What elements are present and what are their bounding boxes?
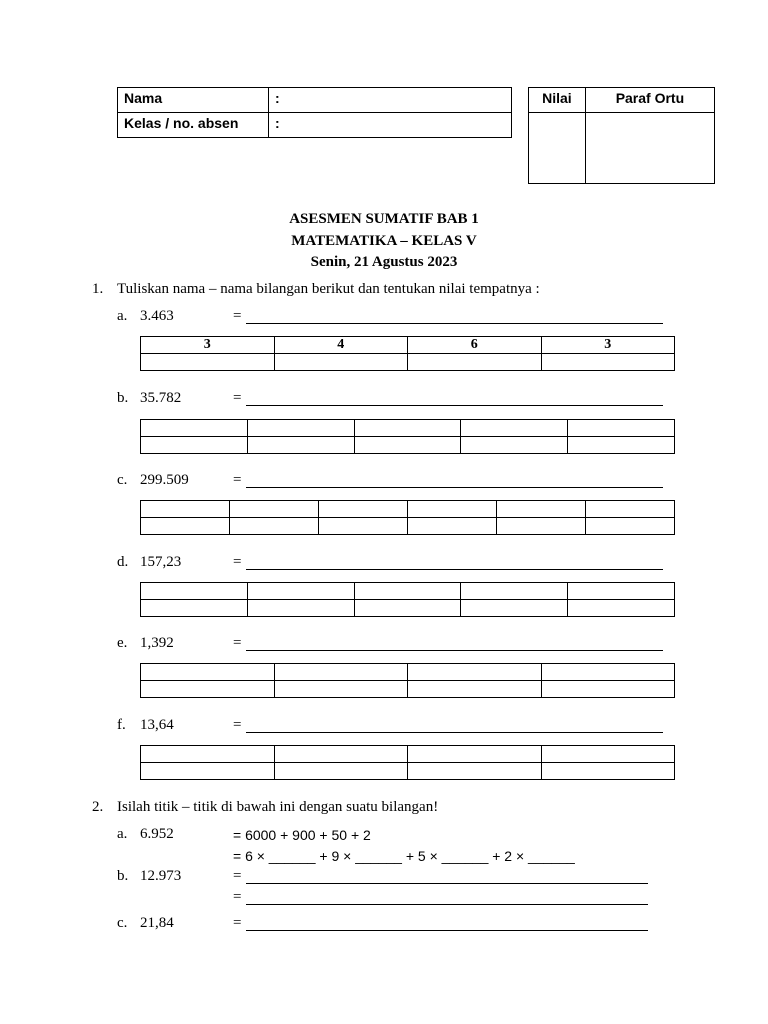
place-value-table-e [140,663,675,698]
item-number: 3.463 [140,308,174,324]
q2-item-b-line2 [0,889,768,909]
answer-line[interactable] [246,405,663,406]
place-value-cell[interactable] [497,518,586,535]
q1-item-b [0,390,768,410]
parent-sign-box[interactable] [585,113,714,184]
item-number: 35.782 [140,390,182,406]
place-value-cell[interactable] [230,518,319,535]
item-letter: d. [117,554,129,570]
place-value-cell[interactable] [141,763,275,780]
parent-sign-label: Paraf Ortu [585,88,714,113]
place-value-table-b [140,419,675,454]
q1-item-f [0,717,768,737]
place-value-table-c [140,500,675,535]
item-number: 21,84 [140,915,174,931]
place-value-cell[interactable] [408,518,497,535]
q2-item-a-line2 [0,847,768,867]
place-value-cell[interactable] [354,600,461,617]
question-text: Tuliskan nama – nama bilangan berikut dan tentukan nilai tempatnya : [117,281,540,297]
q1-item-d [0,554,768,574]
score-label: Nilai [529,88,586,113]
q1-item-a [0,308,768,328]
place-value-cell[interactable] [541,354,675,371]
equals-sign: = [233,915,242,931]
equals-sign: = [233,308,242,324]
place-value-cell[interactable] [461,600,568,617]
item-number: 6.952 [140,826,174,842]
item-letter: a. [117,308,128,324]
item-number: 299.509 [140,472,189,488]
place-value-cell[interactable] [274,763,408,780]
digit-cell[interactable] [461,583,568,600]
place-value-cell[interactable] [541,763,675,780]
answer-line[interactable] [246,650,663,651]
equals-sign: = [233,868,242,884]
place-value-cell[interactable] [141,518,230,535]
digit-cell[interactable] [141,583,248,600]
score-box[interactable] [529,113,586,184]
answer-line[interactable] [246,569,663,570]
place-value-cell[interactable] [141,600,248,617]
place-value-cell[interactable] [408,681,542,698]
digit-cell[interactable] [247,583,354,600]
name-field[interactable]: : [269,88,512,113]
item-number: 1,392 [140,635,174,651]
fill-in-blanks[interactable]: = 6 × ______ + 9 × ______ + 5 × ______ + 2 × ______ [233,848,575,864]
question-number: 2. [92,799,104,815]
digit-cell[interactable] [586,501,675,518]
place-value-cell[interactable] [408,354,542,371]
place-value-cell[interactable] [141,437,248,454]
digit-cell[interactable] [408,664,542,681]
digit-cell[interactable] [141,501,230,518]
name-label: Nama [118,88,269,113]
digit-cell[interactable] [408,746,542,763]
place-value-cell[interactable] [247,437,354,454]
equals-sign: = [233,472,242,488]
place-value-cell[interactable] [274,354,408,371]
exam-date: Senin, 21 Agustus 2023 [310,254,458,270]
digit-cell[interactable] [461,420,568,437]
place-value-cell[interactable] [541,681,675,698]
place-value-cell[interactable] [461,437,568,454]
item-letter: b. [117,390,129,406]
digit-cell[interactable] [141,664,275,681]
equals-sign: = [233,554,242,570]
place-value-cell[interactable] [274,681,408,698]
equals-sign: = [233,889,242,905]
digit-cell[interactable] [141,420,248,437]
item-number: 157,23 [140,554,182,570]
digit-cell[interactable] [247,420,354,437]
place-value-cell[interactable] [141,681,275,698]
digit-cell: 3 [541,337,675,354]
place-value-cell[interactable] [141,354,275,371]
answer-line[interactable] [246,930,648,931]
digit-cell: 3 [141,337,275,354]
digit-cell[interactable] [541,664,675,681]
class-label: Kelas / no. absen [118,113,269,138]
identity-table [117,87,512,138]
answer-line[interactable] [246,904,648,905]
place-value-cell[interactable] [586,518,675,535]
place-value-table-d [140,582,675,617]
grade-table [528,87,715,184]
q2-item-c [0,915,768,935]
item-letter: c. [117,472,128,488]
class-field[interactable]: : [269,113,512,138]
digit-cell[interactable] [568,420,675,437]
q2-item-b [0,868,768,888]
digit-cell[interactable] [274,746,408,763]
place-value-cell[interactable] [568,437,675,454]
place-value-cell[interactable] [354,437,461,454]
equals-sign: = [233,717,242,733]
answer-line[interactable] [246,732,663,733]
q1-item-c [0,472,768,492]
equals-sign: = [233,390,242,406]
item-letter: e. [117,635,128,651]
item-letter: a. [117,826,128,842]
expanded-form: = 6000 + 900 + 50 + 2 [233,827,371,843]
answer-line[interactable] [246,883,648,884]
digit-cell[interactable] [497,501,586,518]
digit-cell[interactable] [354,420,461,437]
digit-cell: 6 [408,337,542,354]
digit-cell[interactable] [568,583,675,600]
equals-sign: = [233,635,242,651]
digit-cell: 4 [274,337,408,354]
digit-cell[interactable] [354,583,461,600]
item-letter: f. [117,717,126,733]
digit-cell[interactable] [230,501,319,518]
question-text: Isilah titik – titik di bawah ini dengan suatu bilangan! [117,799,439,815]
place-value-cell[interactable] [568,600,675,617]
place-value-cell[interactable] [247,600,354,617]
question-number: 1. [92,281,104,297]
place-value-cell[interactable] [408,763,542,780]
digit-cell[interactable] [141,746,275,763]
q2-item-a [0,826,768,846]
digit-cell[interactable] [408,501,497,518]
digit-cell[interactable] [541,746,675,763]
exam-title: ASESMEN SUMATIF BAB 1 [289,211,479,227]
item-number: 12.973 [140,868,182,884]
item-letter: b. [117,868,129,884]
answer-line[interactable] [246,323,663,324]
place-value-table-f [140,745,675,780]
answer-line[interactable] [246,487,663,488]
place-value-table-a [140,336,675,371]
q1-item-e [0,635,768,655]
exam-subject: MATEMATIKA – KELAS V [291,233,477,249]
digit-cell[interactable] [274,664,408,681]
item-letter: c. [117,915,128,931]
item-number: 13,64 [140,717,174,733]
place-value-cell[interactable] [319,518,408,535]
digit-cell[interactable] [319,501,408,518]
